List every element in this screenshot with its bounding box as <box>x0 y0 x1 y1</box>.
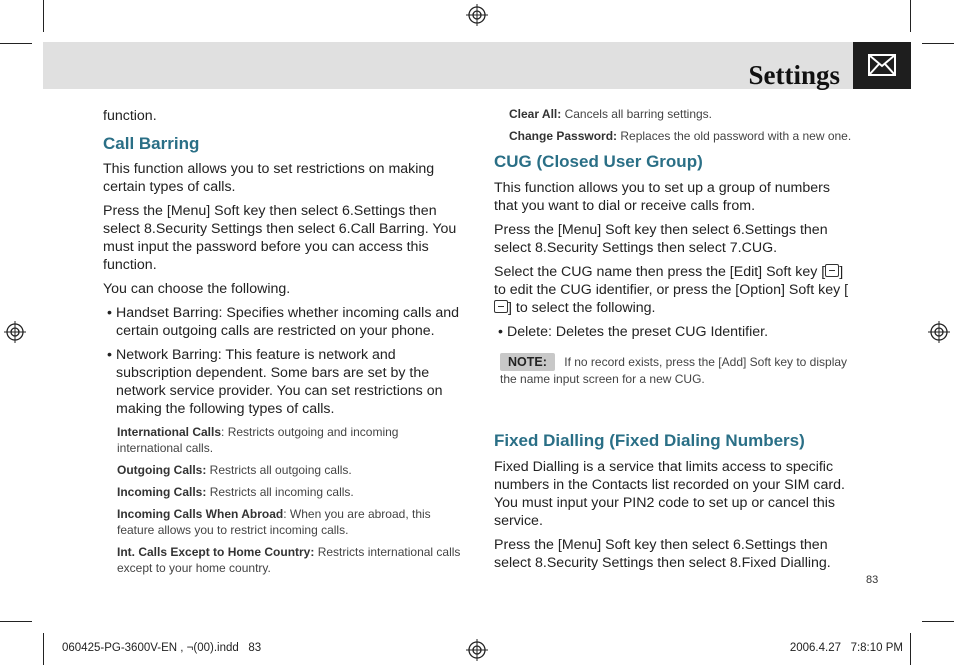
item-desc: When you are abroad, this feature allows you to restrict incoming calls. <box>117 507 431 537</box>
registration-mark-icon <box>466 639 488 661</box>
paragraph: Fixed Dialling is a service that limits access to specific numbers in the Contacts list recorded on your SIM card. You must input your PIN2 code to set up or cancel this service. <box>494 459 845 529</box>
registration-mark-icon <box>928 321 950 343</box>
crop-mark <box>910 633 911 665</box>
crop-mark <box>43 633 44 665</box>
right-column <box>494 106 854 572</box>
item-desc: Restricts outgoing and incoming international calls. <box>117 425 399 455</box>
note-badge: NOTE: <box>500 353 555 371</box>
fixed-dialling-heading: Fixed Dialling (Fixed Dialing Numbers) <box>494 431 805 450</box>
item-term: International Calls <box>117 425 222 439</box>
list-item <box>117 544 463 576</box>
call-barring-heading: Call Barring <box>103 134 200 153</box>
crop-mark <box>0 621 32 622</box>
paragraph: Select the CUG name then press the [Edit] Soft key [ ] to edit the CUG identifier, or press the [Option] Soft key [] to select the following. <box>494 264 849 316</box>
paragraph: Press the [Menu] Soft key then select 6.Settings then select 8.Security Settings then select 8.Fixed Dialling. <box>494 537 831 571</box>
item-term: Outgoing Calls: <box>117 463 207 477</box>
paragraph: This function allows you to set up a group of numbers that you want to dial or receive calls from. <box>494 180 830 214</box>
note-text: If no record exists, press the [Add] Soft key to display the name input screen for a new CUG. <box>500 355 848 386</box>
footer-file-name: 060425-PG-3600V-EN , ¬(00).indd 83 <box>62 642 262 654</box>
list-item: International Calls: Restricts outgoing and incoming international calls. <box>117 425 399 455</box>
item-desc: Restricts all outgoing calls. <box>209 463 352 477</box>
paragraph: You can choose the following. <box>103 281 291 297</box>
barring-type-list <box>103 424 463 576</box>
page-number: 83 <box>866 574 879 586</box>
note-box <box>494 353 854 387</box>
lead-text: function. <box>103 108 157 124</box>
list-item <box>117 462 463 478</box>
footer-timestamp: 2006.4.27 7:8:10 PM <box>789 642 903 654</box>
bullet-network-barring: • Network Barring: This feature is network and subscription dependent. Some bars are set by the network service provider. You can set restrictions on making the following types of calls. <box>103 346 463 418</box>
item-desc: Restricts international calls except to your home country. <box>117 545 461 575</box>
item-term: Incoming Calls: <box>117 485 207 499</box>
crop-mark <box>0 43 32 44</box>
crop-mark <box>922 43 954 44</box>
paragraph: Press the [Menu] Soft key then select 6.Settings then select 8.Security Settings then select 6.Call Barring. You must input the password before you can access this function. <box>103 203 457 273</box>
item-term: Int. Calls Except to Home Country: <box>117 545 315 559</box>
list-item <box>509 128 854 144</box>
soft-key-icon <box>494 300 508 313</box>
item-desc: Restricts all incoming calls. <box>209 485 354 499</box>
page-title: Settings <box>748 60 840 90</box>
item-term: Change Password: <box>509 129 618 143</box>
bullet-handset-barring: • Handset Barring: Specifies whether incoming calls and certain outgoing calls are restricted on your phone. <box>103 304 463 340</box>
cug-heading: CUG (Closed User Group) <box>494 152 703 171</box>
envelope-icon <box>868 54 896 76</box>
crop-mark <box>922 621 954 622</box>
paragraph: This function allows you to set restrictions on making certain types of calls. <box>103 161 435 195</box>
left-column <box>103 107 463 576</box>
registration-mark-icon <box>4 321 26 343</box>
list-item <box>509 106 854 122</box>
registration-mark-icon <box>466 4 488 26</box>
barring-options-list <box>494 106 854 144</box>
list-item <box>117 484 463 500</box>
item-desc: Cancels all barring settings. <box>564 107 712 121</box>
soft-key-icon <box>825 264 839 277</box>
item-desc: Replaces the old password with a new one. <box>620 129 852 143</box>
item-term: Clear All: <box>509 107 562 121</box>
header-band <box>43 42 853 89</box>
crop-mark <box>43 0 44 32</box>
header-icon-box <box>853 42 911 89</box>
crop-mark <box>910 0 911 32</box>
bullet-delete: • Delete: Deletes the preset CUG Identifier. <box>494 323 854 341</box>
item-term: Incoming Calls When Abroad <box>117 507 284 521</box>
list-item: Incoming Calls When Abroad: When you are abroad, this feature allows you to restrict incoming calls. <box>117 507 431 537</box>
paragraph: Press the [Menu] Soft key then select 6.Settings then select 8.Security Settings then select 7.CUG. <box>494 222 828 256</box>
